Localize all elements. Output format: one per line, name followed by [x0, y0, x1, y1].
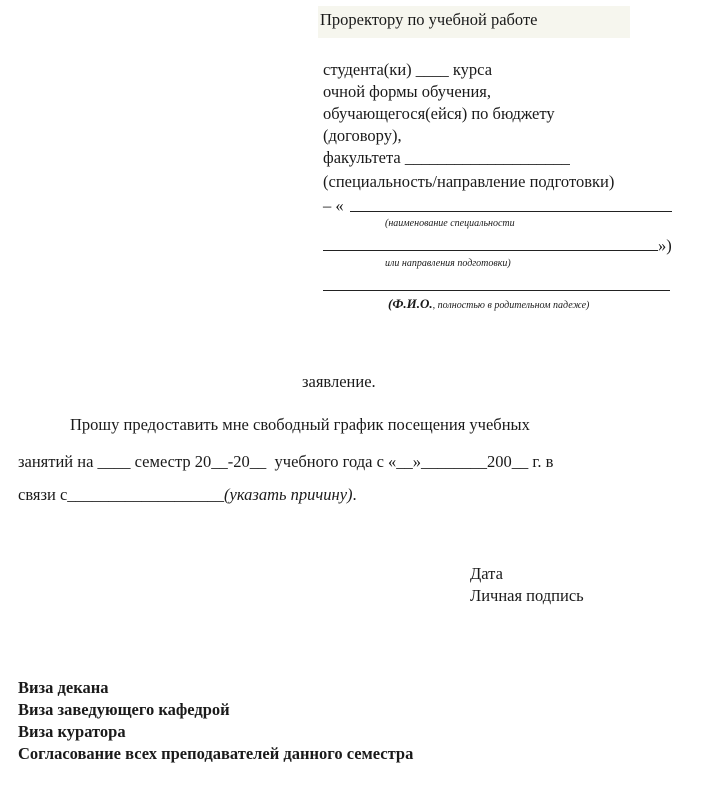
funding-line: обучающегося(ейся) по бюджету — [323, 104, 555, 123]
fio-caption-bold: (Ф.И.О. — [388, 296, 433, 311]
reason-prefix: связи с___________________ — [18, 485, 225, 504]
specialty-label: (специальность/направление подготовки) — [323, 172, 615, 191]
body-line-2: занятий на ____ семестр 20__-20__ учебного года с «__»________200__ г. в — [18, 452, 554, 471]
body-line-3 — [18, 485, 357, 505]
direction-fill-line — [323, 250, 658, 251]
faculty-line: факультета ____________________ — [323, 148, 570, 167]
fio-caption — [388, 294, 589, 316]
reason-hint: (указать причину) — [224, 485, 353, 504]
specialty-close-quote: ») — [658, 236, 672, 255]
student-course-line: студента(ки) ____ курса — [323, 60, 493, 79]
signature-label: Личная подпись — [470, 586, 584, 605]
visa-curator: Виза куратора — [18, 722, 126, 741]
addressee: Проректору по учебной работе — [320, 10, 538, 29]
visa-dean: Виза декана — [18, 678, 109, 697]
fio-caption-rest: , полностью в родительном падеже) — [432, 300, 590, 311]
specialty-fill-line — [350, 211, 672, 212]
reason-end: . — [352, 485, 357, 504]
visa-teachers-approval: Согласование всех преподавателей данного семестра — [18, 744, 414, 763]
fio-fill-line — [323, 290, 670, 291]
date-label: Дата — [470, 564, 503, 583]
body-line-1: Прошу предоставить мне свободный график посещения учебных — [70, 415, 530, 434]
direction-caption: или направления подготовки) — [385, 258, 511, 269]
visa-department-head: Виза заведующего кафедрой — [18, 700, 230, 719]
specialty-caption: (наименование специальности — [385, 218, 515, 229]
specialty-open-quote: – « — [323, 196, 344, 215]
document-title: заявление. — [302, 372, 376, 391]
study-form-line: очной формы обучения, — [323, 82, 492, 101]
contract-line: (договору), — [323, 126, 402, 145]
